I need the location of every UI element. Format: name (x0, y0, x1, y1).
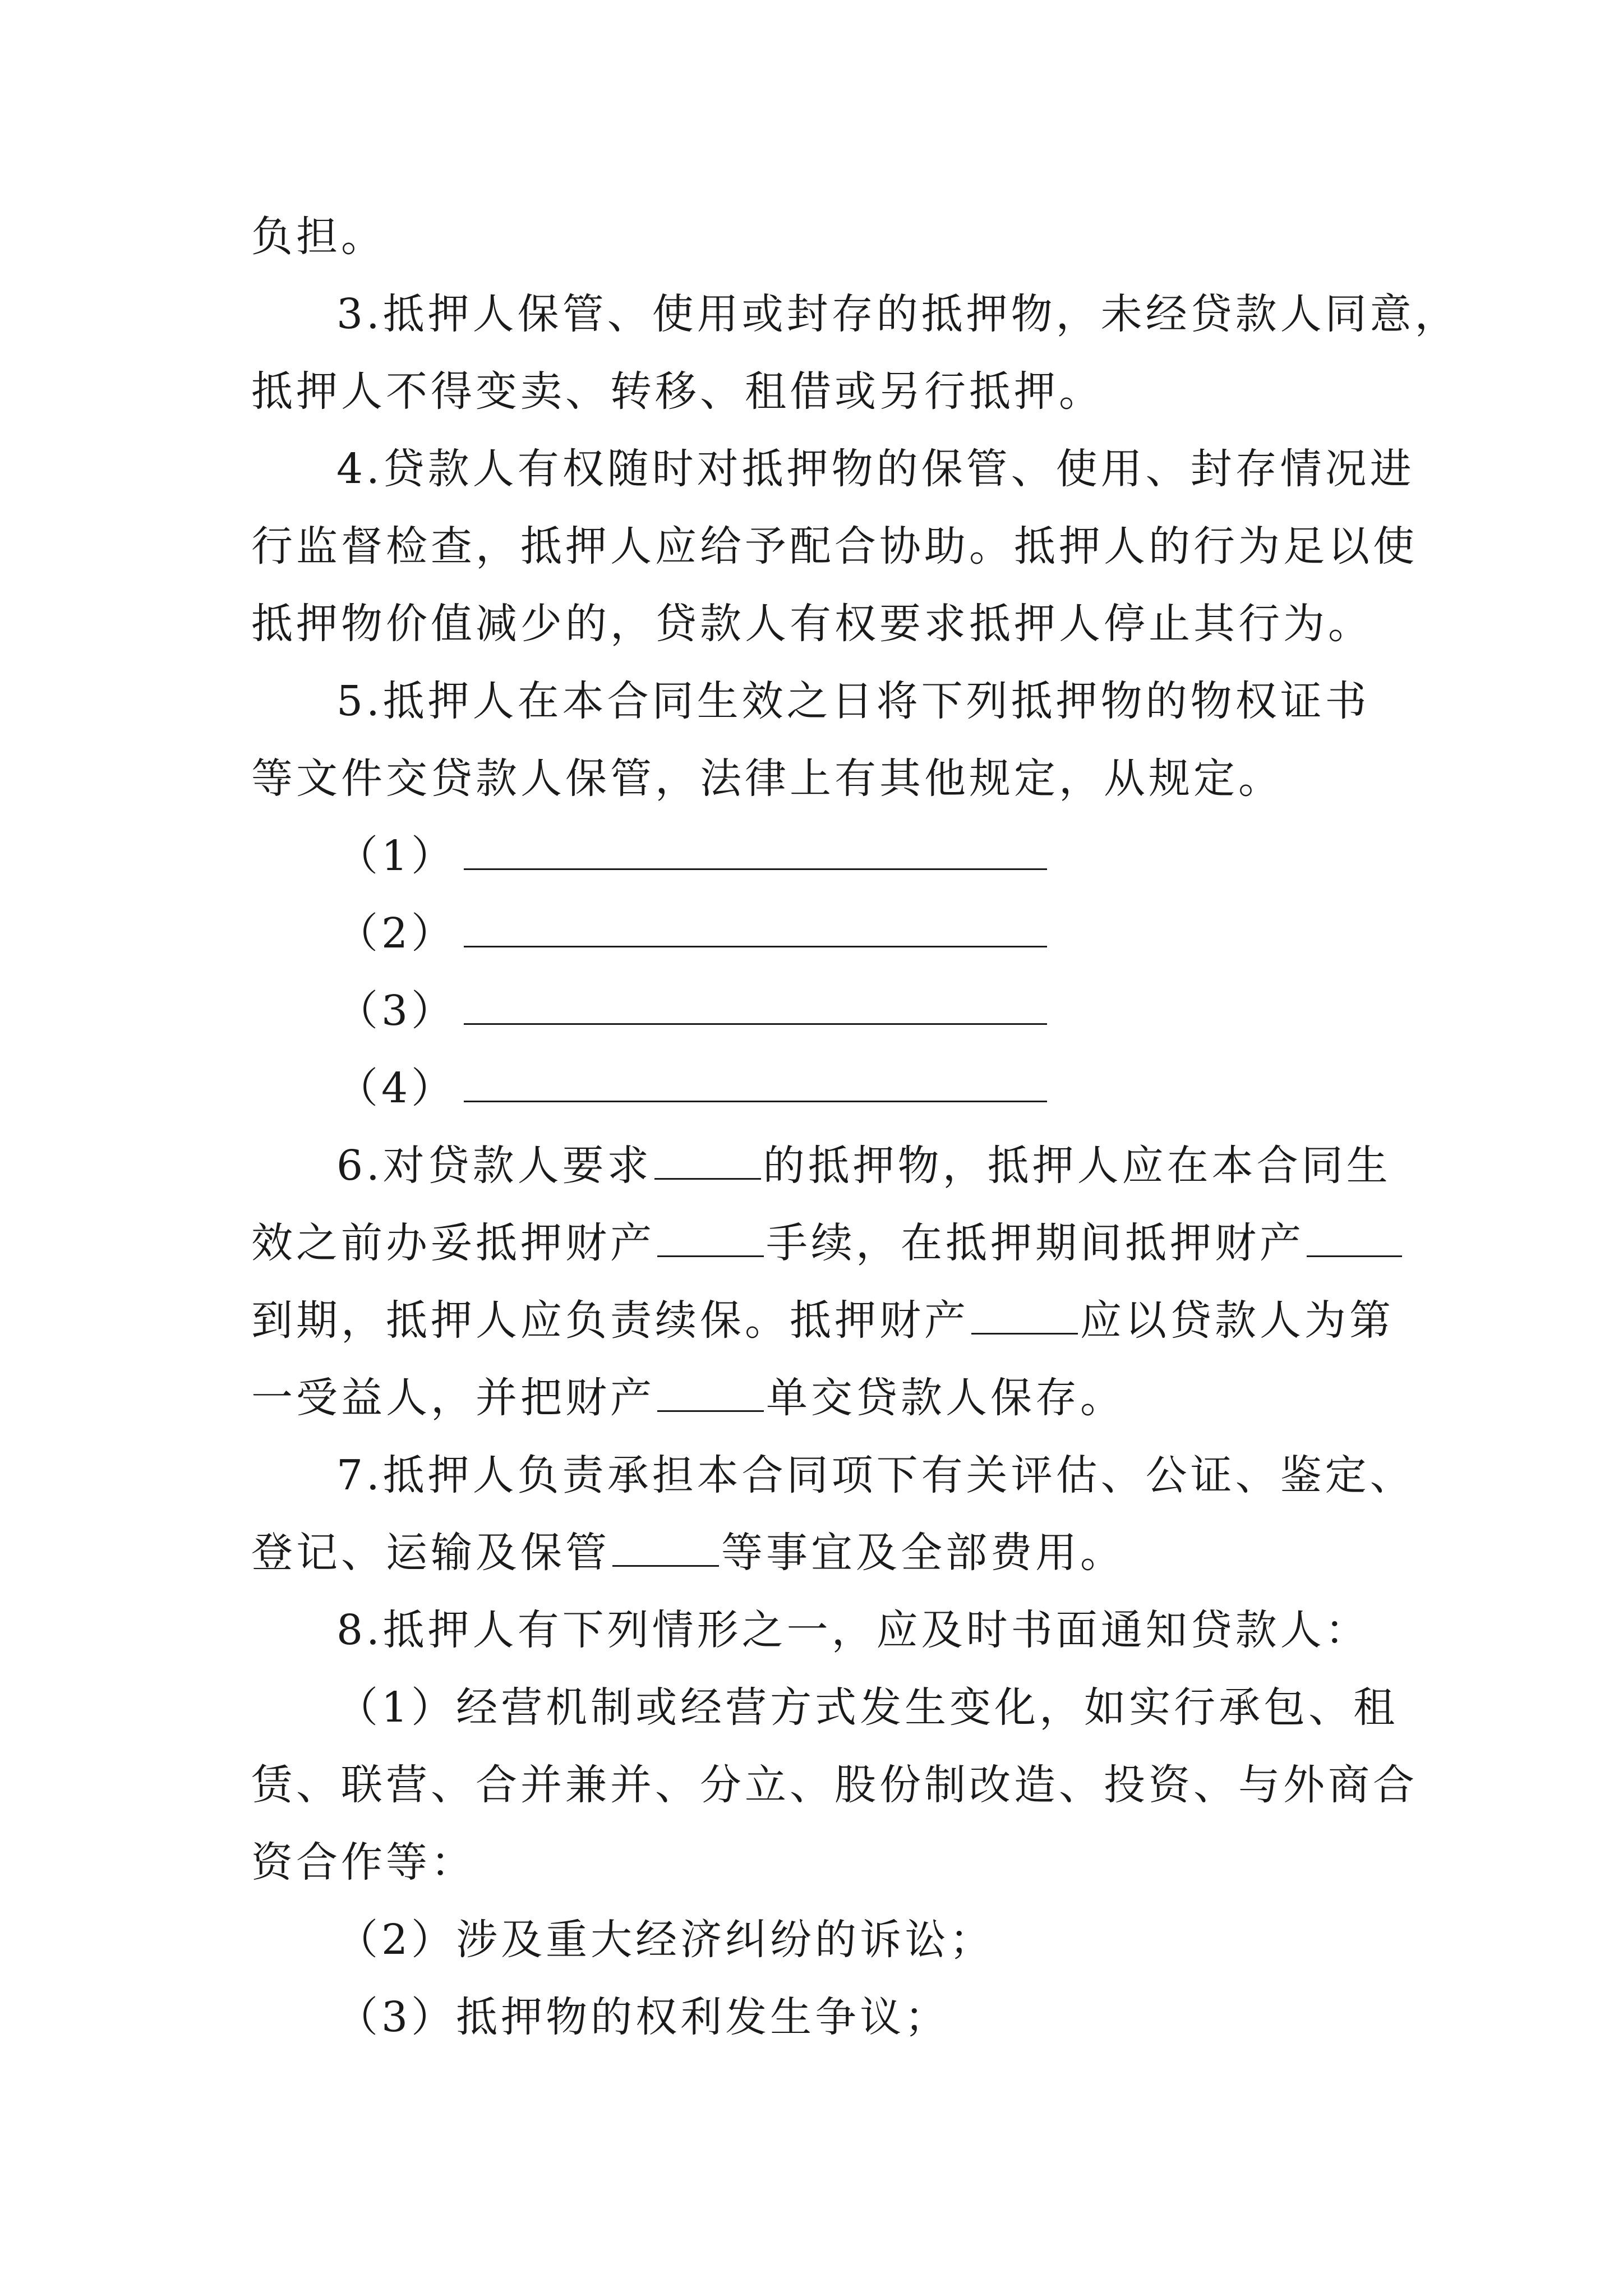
clause-4-line-2: 行监督检查，抵押人应给予配合协助。抵押人的行为足以使 (251, 522, 1418, 570)
fill-in-blank[interactable] (464, 1067, 1047, 1102)
fill-in-blank[interactable] (1307, 1222, 1402, 1257)
blank-item-3 (336, 983, 1047, 1039)
blank-item-1 (336, 828, 1047, 884)
clause-8-sub-1-line-2: 赁、联营、合并兼并、分立、股份制改造、投资、与外商合 (251, 1761, 1418, 1809)
blank-item-2 (336, 905, 1047, 961)
clause-5-line-1: 5.抵押人在本合同生效之日将下列抵押物的物权证书 (336, 677, 1370, 725)
fill-in-blank[interactable] (464, 912, 1047, 947)
text-span: 应以贷款人为第 (1080, 1296, 1394, 1345)
blank-item-4 (336, 1060, 1047, 1116)
clause-4-line-1: 4.贷款人有权随时对抵押物的保管、使用、封存情况进 (336, 445, 1415, 493)
clause-3-line-2: 抵押人不得变卖、转移、租借或另行抵押。 (251, 367, 1104, 416)
fill-in-blank[interactable] (464, 990, 1047, 1025)
fill-in-blank[interactable] (657, 1222, 764, 1257)
clause-8-sub-2: （2）涉及重大经济纠纷的诉讼； (336, 1916, 995, 1964)
clause-4-line-3: 抵押物价值减少的，贷款人有权要求抵押人停止其行为。 (251, 600, 1373, 648)
clause-3-line-1: 3.抵押人保管、使用或封存的抵押物，未经贷款人同意， (336, 290, 1460, 338)
text-span: 一受益人，并把财产 (251, 1374, 655, 1422)
clause-6-line-2 (251, 1215, 1404, 1271)
paragraph-line: 负担。 (251, 213, 386, 261)
clause-7-line-2 (251, 1525, 1125, 1581)
text-span: 6.对贷款人要求 (336, 1142, 652, 1190)
clause-8-line-1: 8.抵押人有下列情形之一，应及时书面通知贷款人： (336, 1606, 1370, 1654)
clause-5-line-2: 等文件交贷款人保管，法律上有其他规定，从规定。 (251, 754, 1283, 803)
clause-6-line-4 (251, 1370, 1125, 1426)
clause-8-sub-1-line-1: （1）经营机制或经营方式发生变化，如实行承包、租 (336, 1683, 1399, 1732)
fill-in-blank[interactable] (612, 1531, 719, 1567)
blank-item-label: （1） (336, 832, 457, 880)
clause-6-line-3 (251, 1292, 1394, 1349)
clause-6-line-1 (336, 1138, 1391, 1194)
text-span: 的抵押物，抵押人应在本合同生 (763, 1142, 1391, 1190)
text-span: 单交贷款人保存。 (766, 1374, 1125, 1422)
text-span: 到期，抵押人应负责续保。抵押财产 (251, 1296, 969, 1345)
text-span: 手续，在抵押期间抵押财产 (766, 1219, 1304, 1267)
fill-in-blank[interactable] (464, 835, 1047, 870)
fill-in-blank[interactable] (971, 1299, 1078, 1335)
blank-item-label: （3） (336, 987, 457, 1035)
clause-8-sub-1-line-3: 资合作等： (251, 1838, 476, 1887)
clause-8-sub-3: （3）抵押物的权利发生争议； (336, 1993, 950, 2041)
text-span: 等事宜及全部费用。 (721, 1529, 1125, 1577)
fill-in-blank[interactable] (657, 1377, 764, 1412)
blank-item-label: （2） (336, 909, 457, 958)
blank-item-label: （4） (336, 1064, 457, 1112)
clause-7-line-1: 7.抵押人负责承担本合同项下有关评估、公证、鉴定、 (336, 1451, 1415, 1499)
text-span: 效之前办妥抵押财产 (251, 1219, 655, 1267)
text-span: 登记、运输及保管 (251, 1529, 610, 1577)
fill-in-blank[interactable] (654, 1144, 761, 1180)
